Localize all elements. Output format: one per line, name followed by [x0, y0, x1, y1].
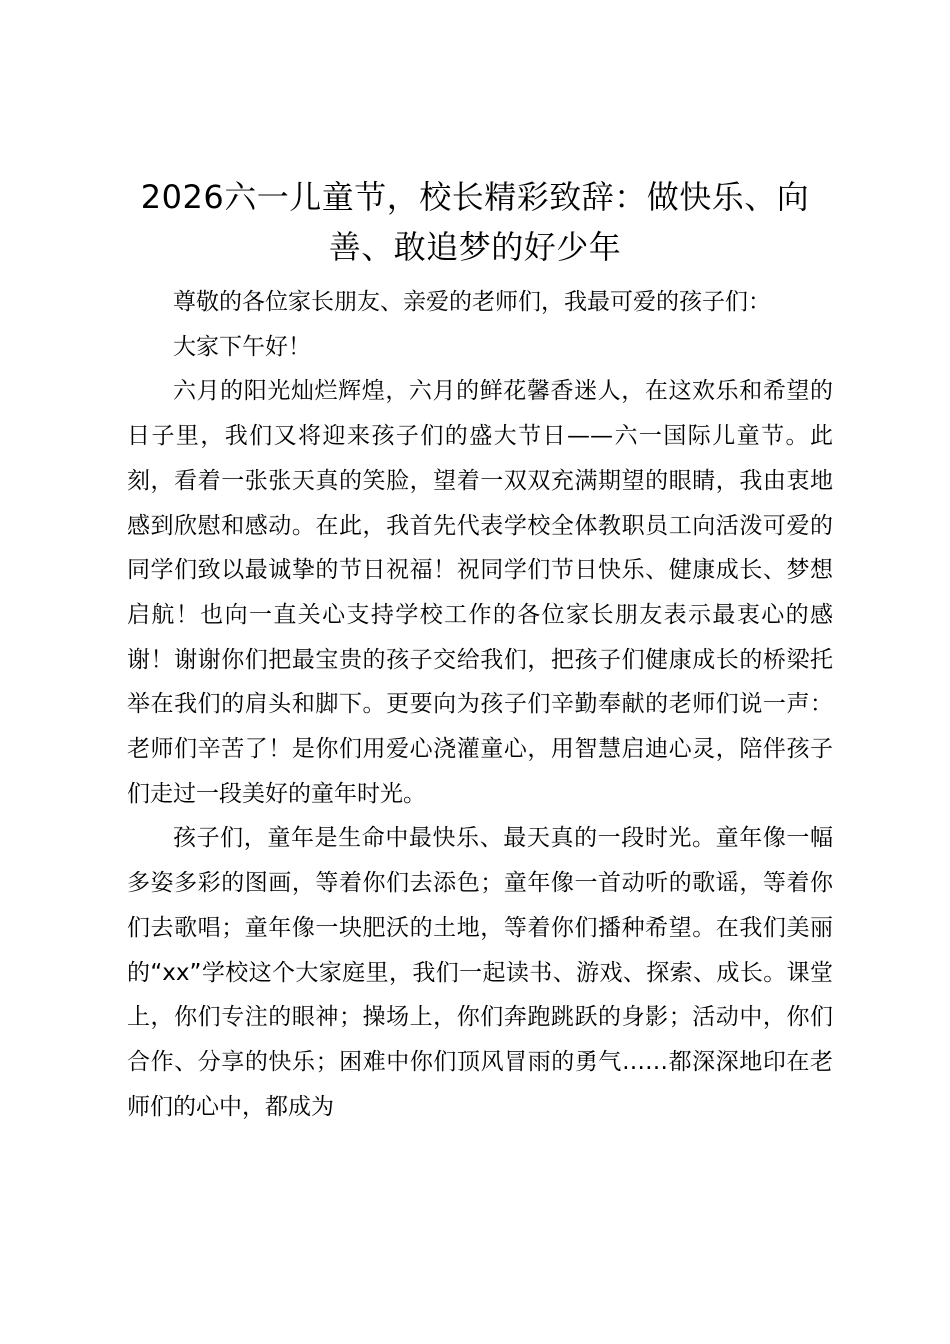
body-paragraph: 孩子们，童年是生命中最快乐、最天真的一段时光。童年像一幅多姿多彩的图画，等着你们去添色；童年像一首动听的歌谣，等着你们去歌唱；童年像一块肥沃的土地，等着你们播种希望。在我们美丽的“xx”学校这个大家庭里，我们一起读书、游戏、探索、成长。课堂上，你们专注的眼神；操场上，你们奔跑跳跃的身影；活动中，你们合作、分享的快乐；困难中你们顶风冒雨的勇气……都深深地印在老师们的心中，都成为 [127, 825, 833, 1120]
salutation-paragraph: 尊敬的各位家长朋友、亲爱的老师们，我最可爱的孩子们： [173, 289, 771, 315]
greeting-paragraph: 大家下午好！ [173, 333, 311, 360]
document-title: 2026六一儿童节，校长精彩致辞：做快乐、向善、敢追梦的好少年 [140, 178, 810, 266]
body-paragraph: 六月的阳光灿烂辉煌，六月的鲜花馨香迷人，在这欢乐和希望的日子里，我们又将迎来孩子们的盛大节日——六一国际儿童节。此刻，看着一张张天真的笑脸，望着一双双充满期望的眼睛，我由衷地感到欣慰和感动。在此，我首先代表学校全体教职员工向活泼可爱的同学们致以最诚挚的节日祝福！祝同学们节日快乐、健康成长、梦想启航！也向一直关心支持学校工作的各位家长朋友表示最衷心的感谢！谢谢你们把最宝贵的孩子交给我们，把孩子们健康成长的桥梁托举在我们的肩头和脚下。更要向为孩子们辛勤奉献的老师们说一声：老师们辛苦了！是你们用爱心浇灌童心，用智慧启迪心灵，陪伴孩子们走过一段美好的童年时光。 [127, 378, 833, 807]
document-body [127, 280, 833, 1129]
